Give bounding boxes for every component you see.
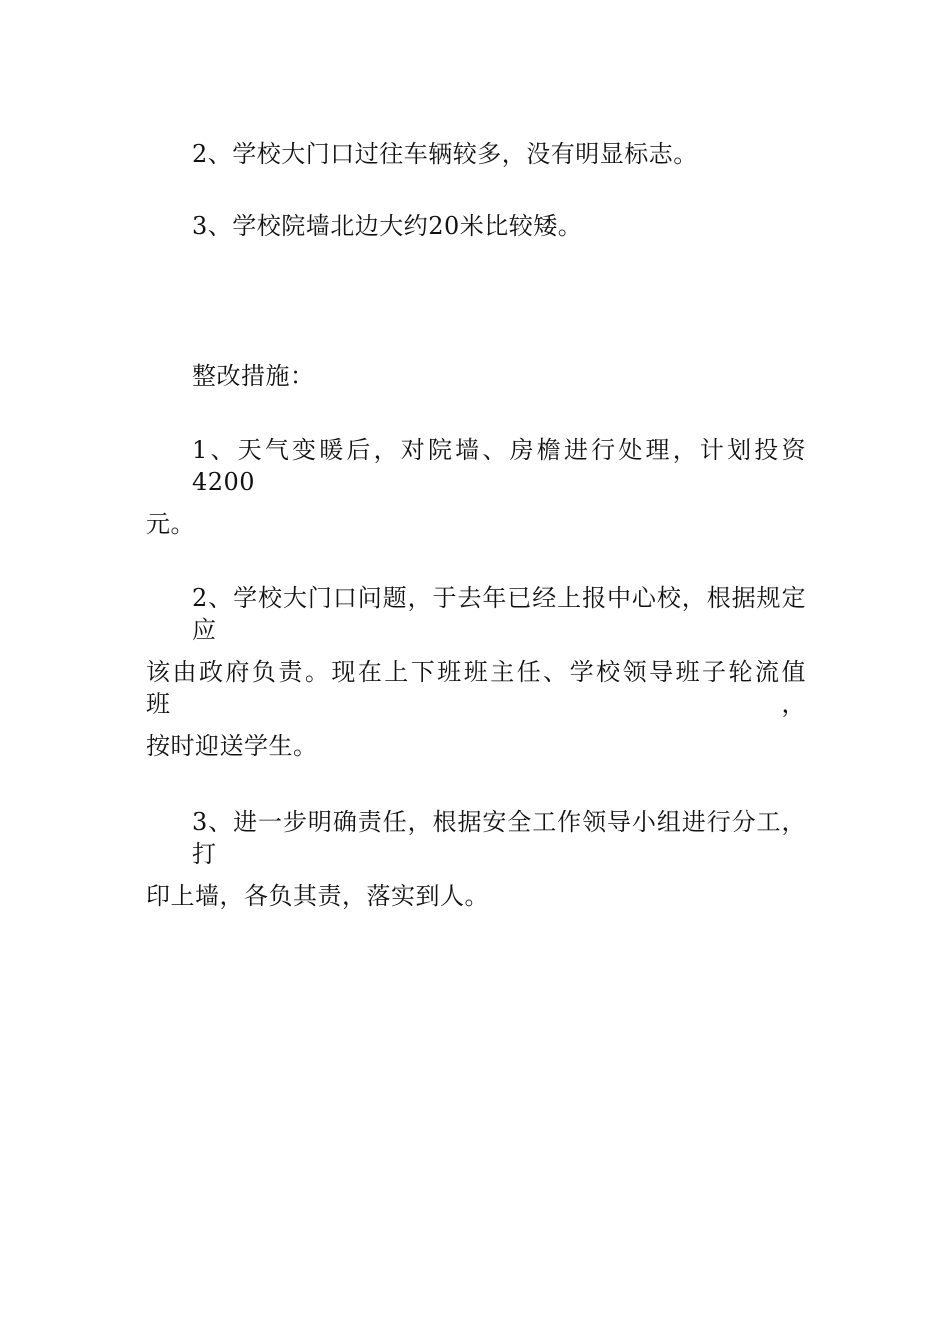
measure-2-line-2: 该由政府负责。现在上下班班主任、学校领导班子轮流值班， bbox=[146, 658, 806, 718]
section-heading-rectification: 整改措施： bbox=[192, 362, 315, 390]
hazard-item-2: 2、学校大门口过往车辆较多，没有明显标志。 bbox=[192, 140, 698, 168]
measure-3-line-2: 印上墙，各负其责，落实到人。 bbox=[146, 882, 489, 910]
measure-3-line-1: 3、进一步明确责任，根据安全工作领导小组进行分工，打 bbox=[192, 808, 806, 868]
measure-2-line-1: 2、学校大门口问题，于去年已经上报中心校，根据规定应 bbox=[192, 584, 806, 644]
measure-2-line-3: 按时迎送学生。 bbox=[146, 732, 318, 760]
measure-1-line-1: 1、天气变暖后，对院墙、房檐进行处理，计划投资 4200 bbox=[192, 436, 806, 496]
hazard-item-3: 3、学校院墙北边大约20米比较矮。 bbox=[192, 212, 583, 240]
measure-1-line-2: 元。 bbox=[146, 510, 195, 538]
